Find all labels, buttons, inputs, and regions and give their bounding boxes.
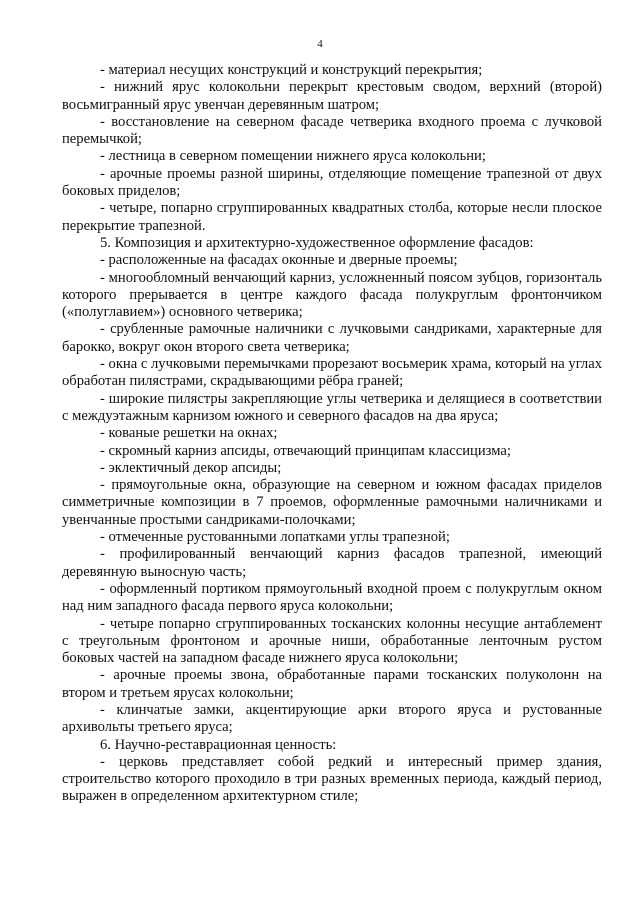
list-item-bell-tower-vaults: - нижний ярус колокольни перекрыт крестовым сводом, верхний (второй) восьмигранный ярус увенчан деревянным шатром; (62, 79, 602, 113)
page-number: 4 (317, 38, 323, 50)
section-heading-restoration-value: 6. Научно-реставрационная ценность: (100, 736, 337, 753)
body-text (62, 62, 602, 806)
list-item-belfry-openings: - арочные проемы звона, обработанные парами тосканских полуколонн на втором и третьем ярусах колокольни; (62, 667, 602, 701)
list-item-church-example: - церковь представляет собой редкий и интересный пример здания, строительство которого проходило в три разных временных периода, каждый период, выражен в определенном архитектурном стиле; (62, 753, 602, 805)
list-item-arched-openings: - арочные проемы разной ширины, отделяющие помещение трапезной от двух боковых приделов; (62, 165, 602, 200)
list-item-rusticated-corners: - отмеченные рустованными лопатками углы трапезной; (100, 529, 450, 546)
list-item-window-door-openings: - расположенные на фасадах оконные и дверные проемы; (100, 252, 458, 269)
list-item-apse-cornice: - скромный карниз апсиды, отвечающий принципам классицизма; (100, 442, 511, 459)
list-item-apse-decor: - эклектичный декор апсиды; (100, 459, 282, 476)
list-item-keystones: - клинчатые замки, акцентирующие арки второго яруса и рустованные архивольты третьего яруса; (62, 701, 602, 736)
list-item-north-entrance: - восстановление на северном фасаде четверика входного проема с лучковой перемычкой; (62, 113, 602, 148)
list-item-octagon-windows: - окна с лучковыми перемычками прорезают восьмерик храма, который на углах обработан пилястрами, скрадывающими рёбра граней; (62, 356, 602, 390)
list-item-crowning-cornice: - многообломный венчающий карниз, усложненный поясом зубцов, горизонталь которого прерывается в центре каждого фасада полукруглым фронтончиком («полуглавием») основного четверика; (62, 269, 602, 321)
list-item-frame-architraves: - срубленные рамочные наличники с лучковыми сандриками, характерные для барокко, вокруг окон второго света четверика; (62, 321, 602, 355)
list-item-materials: - материал несущих конструкций и конструкций перекрытия; (100, 62, 483, 78)
list-item-wrought-grilles: - кованые решетки на окнах; (100, 425, 278, 442)
list-item-rectangular-windows: - прямоугольные окна, образующие на северном и южном фасадах приделов симметричные композиции в 7 проемов, оформленные рамочными наличниками и увенчанные простыми сандриками-полочками; (62, 477, 602, 528)
list-item-wide-pilasters: - широкие пилястры закрепляющие углы четверика и делящиеся в соответствии с междуэтажным карнизом южного и северного фасадов на два яруса; (62, 390, 602, 424)
list-item-four-pillars: - четыре, попарно сгруппированных квадратных столба, которые несли плоское перекрытие трапезной. (62, 200, 602, 234)
list-item-refectory-cornice: - профилированный венчающий карниз фасадов трапезной, имеющий деревянную выносную часть; (62, 546, 602, 580)
list-item-portico-entrance: - оформленный портиком прямоугольный входной проем с полукруглым окном над ним западного фасада первого яруса колокольни; (62, 580, 602, 615)
section-heading-facades: 5. Композиция и архитектурно-художественное оформление фасадов: (100, 234, 534, 251)
list-item-tuscan-columns: - четыре попарно сгруппированных тосканских колонны несущие антаблемент с треугольным фронтоном и арочные ниши, обработанные ленточным рустом боковых частей на западном фасаде нижнего яруса колокольни; (62, 615, 602, 667)
list-item-staircase: - лестница в северном помещении нижнего яруса колокольни; (100, 148, 486, 165)
